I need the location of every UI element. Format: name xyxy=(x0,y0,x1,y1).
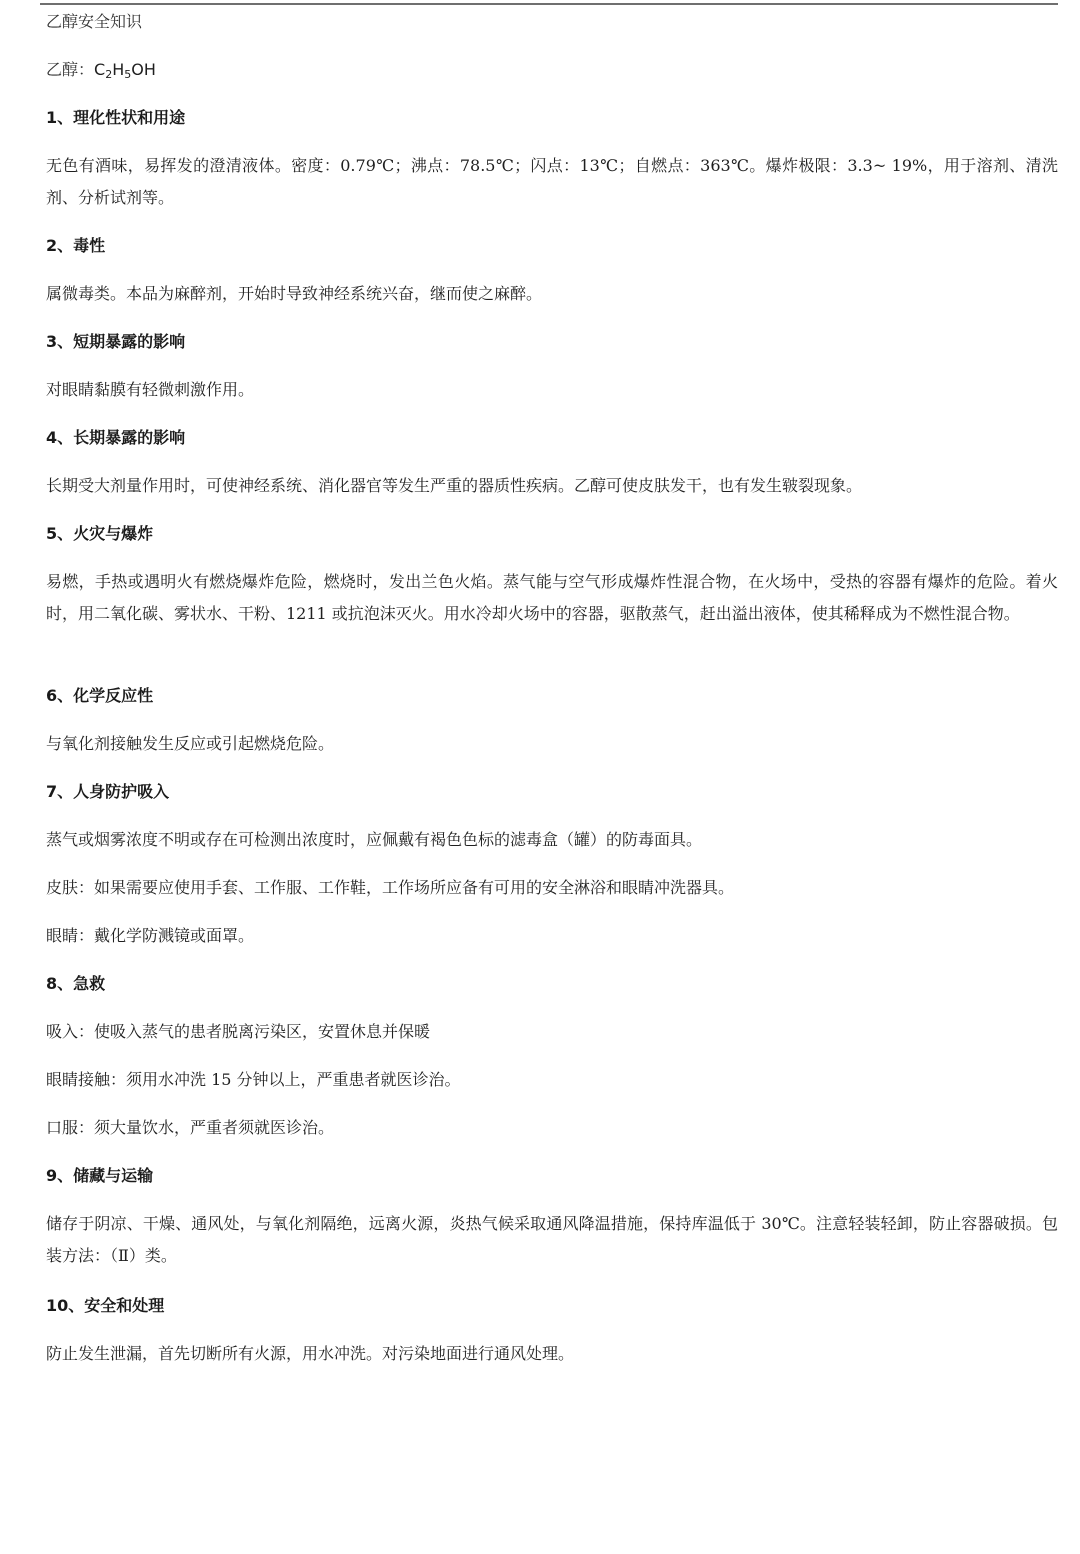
section-heading-5: 5、火灾与爆炸 xyxy=(46,524,154,543)
section-3-paragraph: 对眼睛黏膜有轻微刺激作用。 xyxy=(46,380,255,399)
section-7-paragraph-3: 眼睛：戴化学防溅镜或面罩。 xyxy=(46,926,255,945)
section-7-paragraph-1: 蒸气或烟雾浓度不明或存在可检测出浓度时，应佩戴有褐色色标的滤毒盒（罐）的防毒面具。 xyxy=(46,830,703,849)
section-heading-10: 10、安全和处理 xyxy=(46,1296,165,1315)
chemical-formula: 乙醇：$C_2H_5OH$ xyxy=(46,60,156,81)
section-heading-4: 4、长期暴露的影响 xyxy=(46,428,186,447)
section-8-paragraph-2: 眼睛接触：须用水冲洗 15 分钟以上，严重患者就医诊治。 xyxy=(46,1070,461,1089)
section-heading-6: 6、化学反应性 xyxy=(46,686,154,705)
section-5-paragraph: 易燃，手热或遇明火有燃烧爆炸危险，燃烧时，发出兰色火焰。蒸气能与空气形成爆炸性混合物，在火场中，受热的容器有爆炸的危险。着火时，用二氧化碳、雾状水、干粉、1211 或抗泡沫灭火。用水冷却火场中的容器，驱散蒸气，赶出溢出液体，使其稀释成为不燃性混合物。 xyxy=(46,572,1058,623)
section-heading-9: 9、储藏与运输 xyxy=(46,1166,154,1185)
section-10-paragraph: 防止发生泄漏，首先切断所有火源，用水冲洗。对污染地面进行通风处理。 xyxy=(46,1344,575,1363)
formula-prefix: 乙醇： xyxy=(46,60,95,79)
section-heading-3: 3、短期暴露的影响 xyxy=(46,332,186,351)
section-2-paragraph: 属微毒类。本品为麻醉剂，开始时导致神经系统兴奋，继而使之麻醉。 xyxy=(46,284,543,303)
section-heading-2: 2、毒性 xyxy=(46,236,106,255)
section-4-paragraph: 长期受大剂量作用时，可使神经系统、消化器官等发生严重的器质性疾病。乙醇可使皮肤发干，也有发生皲裂现象。 xyxy=(46,476,863,495)
section-heading-1: 1、理化性状和用途 xyxy=(46,108,186,127)
top-rule xyxy=(40,3,1058,5)
section-9-paragraph: 储存于阴凉、干燥、通风处，与氧化剂隔绝，远离火源，炎热气候采取通风降温措施，保持库温低于 30℃。注意轻装轻卸，防止容器破损。包装方法：（Ⅱ）类。 xyxy=(46,1214,1058,1265)
section-8-paragraph-3: 口服：须大量饮水，严重者须就医诊治。 xyxy=(46,1118,335,1137)
section-8-paragraph-1: 吸入：使吸入蒸气的患者脱离污染区，安置休息并保暖 xyxy=(46,1022,431,1041)
section-7-paragraph-2: 皮肤：如果需要应使用手套、工作服、工作鞋，工作场所应备有可用的安全淋浴和眼睛冲洗器具。 xyxy=(46,878,735,897)
section-1-paragraph: 无色有酒味，易挥发的澄清液体。密度：0.79℃；沸点：78.5℃；闪点：13℃；自燃点：363℃。爆炸极限：3.3~ 19%，用于溶剂、清洗剂、分析试剂等。 xyxy=(46,156,1058,207)
section-heading-7: 7、人身防护吸入 xyxy=(46,782,170,801)
section-6-paragraph: 与氧化剂接触发生反应或引起燃烧危险。 xyxy=(46,734,335,753)
section-heading-8: 8、急救 xyxy=(46,974,106,993)
document-title: 乙醇安全知识 xyxy=(46,12,143,31)
